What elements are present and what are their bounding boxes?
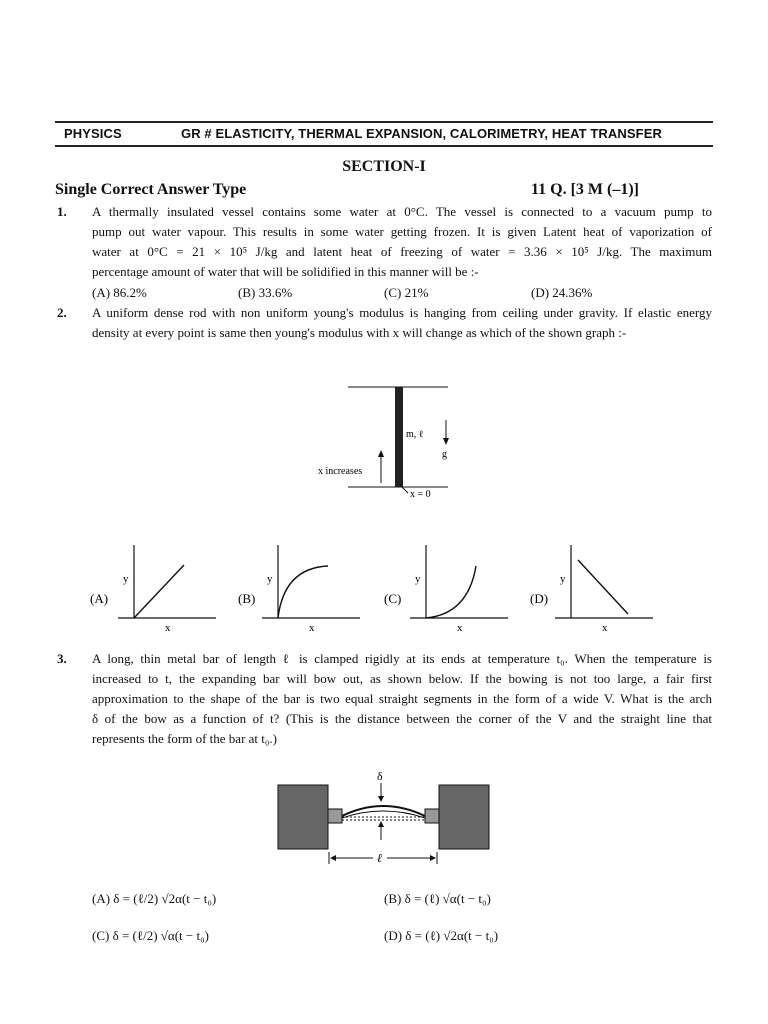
question-3-line: increased to t, the expanding bar will bow out, as shown below. If the bowing is not too large, a fair first: [92, 671, 712, 686]
graph-option-label: (C): [384, 591, 402, 606]
graph-y-label: y: [267, 573, 273, 585]
question-2-line: density at every point is same then young's modulus with x will change as which of the shown graph :-: [92, 325, 627, 340]
question-1-option-b[interactable]: (B) 33.6%: [238, 285, 293, 300]
x-increases-label: x increases: [318, 466, 363, 477]
graph-y-label: y: [123, 573, 129, 585]
subject-label: PHYSICS: [64, 126, 122, 141]
section-title: SECTION-I: [342, 158, 426, 175]
question-3-line: δ of the bow as a function of t? (This is the distance between the corner of the V and the straight line that: [92, 711, 712, 726]
length-arrow-left: [330, 855, 336, 861]
x-zero-label: x = 0: [410, 489, 431, 500]
question-2-line: A uniform dense rod with non uniform young's modulus is hanging from ceiling under gravity. If elastic energy: [92, 305, 712, 320]
question-1-option-d[interactable]: (D) 24.36%: [531, 285, 593, 300]
question-1-line: A thermally insulated vessel contains some water at 0°C. The vessel is connected to a vacuum pump to: [92, 204, 712, 219]
curve-line: [578, 560, 628, 614]
question-3-option-d[interactable]: (D) δ = (ℓ) √2α(t − t₀): [384, 928, 499, 943]
question-3-option-b[interactable]: (B) δ = (ℓ) √α(t − t₀): [384, 891, 491, 906]
delta-arrow-top-head: [378, 796, 384, 802]
graph-option-a[interactable]: [88, 540, 228, 635]
left-bar-end: [328, 809, 342, 823]
graph-x-label: x: [457, 622, 463, 634]
hanging-rod-figure: [300, 375, 470, 505]
right-bar-end: [425, 809, 439, 823]
graph-x-label: x: [602, 622, 608, 634]
graph-option-d[interactable]: [528, 540, 668, 635]
question-3-line: A long, thin metal bar of length ℓ is clamped rigidly at its ends at temperature t₀. When the temperature is: [92, 651, 712, 666]
rod: [395, 387, 403, 487]
graph-option-label: (B): [238, 591, 256, 606]
clamped-bar-figure: [275, 764, 495, 870]
length-label: ℓ: [377, 851, 382, 865]
question-1-line: water at 0°C = 21 × 10⁵ J/kg and latent heat of freezing of water = 3.36 × 10⁵ J/kg. The maximum: [92, 244, 712, 259]
x-increases-arrow-head: [378, 450, 384, 457]
question-1-line: pump out water vapour. This results in some water getting frozen. It is given Latent heat of vaporization of: [92, 224, 712, 239]
question-3-option-a[interactable]: (A) δ = (ℓ/2) √2α(t − t₀): [92, 891, 217, 906]
curve-line: [134, 565, 184, 618]
delta-arrow-bottom-head: [378, 821, 384, 827]
question-1-number: 1.: [57, 204, 67, 219]
page-header: [55, 121, 713, 147]
answer-type: Single Correct Answer Type: [55, 181, 247, 198]
gravity-arrow-head: [443, 438, 449, 445]
x-zero-arrow: [400, 485, 408, 493]
graph-option-b[interactable]: [236, 540, 376, 635]
marks-scheme: 11 Q. [3 M (–1)]: [531, 181, 639, 198]
graph-option-label: (A): [90, 591, 109, 606]
curve-line: [278, 566, 328, 618]
gravity-label: g: [442, 449, 447, 460]
question-3-option-c[interactable]: (C) δ = (ℓ/2) √α(t − t₀): [92, 928, 209, 943]
question-3-line: represents the form of the bar at t₀.): [92, 731, 278, 746]
graph-y-label: y: [415, 573, 421, 585]
graph-x-label: x: [309, 622, 315, 634]
curve-line: [426, 566, 476, 618]
question-2-number: 2.: [57, 305, 67, 320]
question-1-line: percentage amount of water that will be solidified in this manner will be :-: [92, 264, 479, 279]
topic-label: GR # ELASTICITY, THERMAL EXPANSION, CALORIMETRY, HEAT TRANSFER: [181, 126, 662, 141]
question-1-option-c[interactable]: (C) 21%: [384, 285, 429, 300]
rod-label: m, ℓ: [406, 429, 424, 440]
question-3-line: approximation to the shape of the bar is two equal straight segments in the form of a wide V. What is the arch: [92, 691, 712, 706]
question-3-number: 3.: [57, 651, 67, 666]
delta-label: δ: [377, 769, 383, 783]
graph-y-label: y: [560, 573, 566, 585]
question-1-option-a[interactable]: (A) 86.2%: [92, 285, 147, 300]
length-arrow-right: [430, 855, 436, 861]
graph-option-c[interactable]: [382, 540, 522, 635]
left-clamp: [278, 785, 328, 849]
graph-x-label: x: [165, 622, 171, 634]
right-clamp: [439, 785, 489, 849]
graph-option-label: (D): [530, 591, 549, 606]
